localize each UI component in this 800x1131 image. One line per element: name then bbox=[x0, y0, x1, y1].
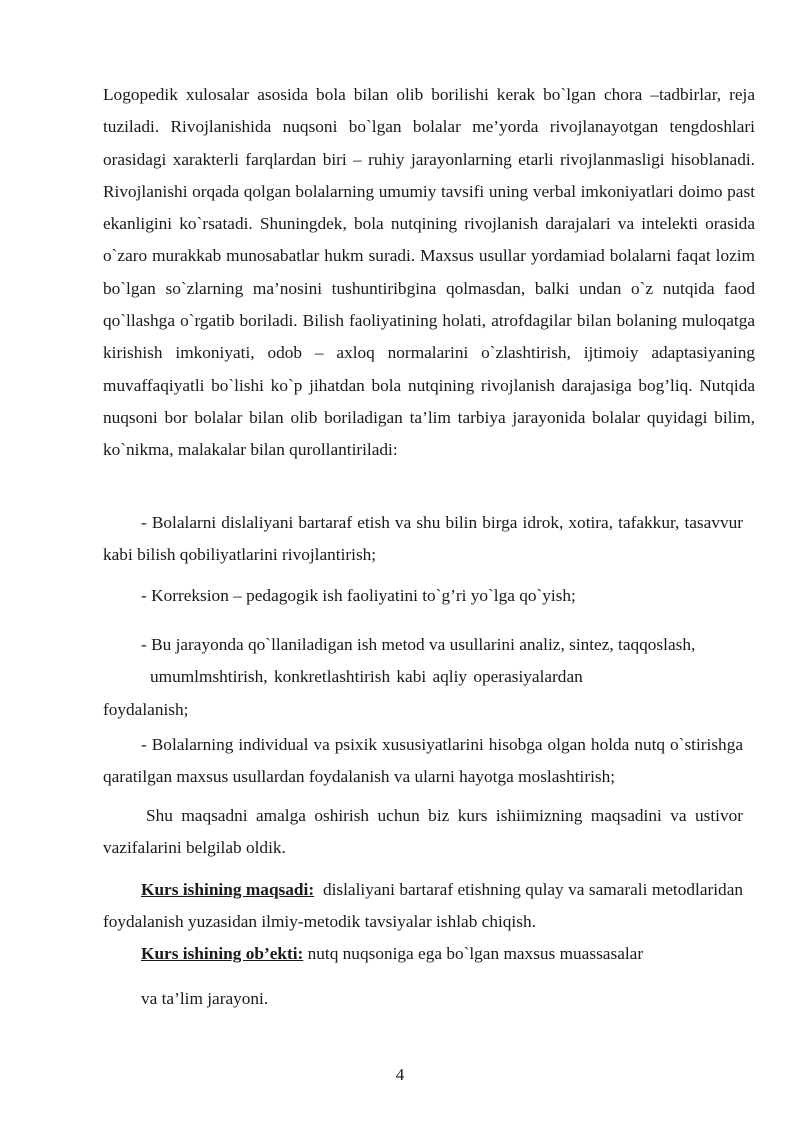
goal-label: Kurs ishining maqsadi: bbox=[141, 880, 315, 899]
purpose-paragraph: Shu maqsadni amalga oshirish uchun biz kurs ishiimizning maqsadini va ustivor vazifalarini belgilab oldik. bbox=[103, 806, 743, 858]
object-paragraph bbox=[141, 938, 643, 970]
bullet-text: Bolalarning individual va psixik xususiyatlarini hisobga olgan holda nutq o`stirishga qaratilgan maxsus usullardan foydalanish va ularni hayotga moslashtirish; bbox=[103, 735, 744, 787]
bullet-dash: - bbox=[141, 513, 147, 532]
goal-text: dislaliyani bartaraf etishning qulay va samarali metodlaridan foydalanish yuzasidan ilmiy-metodik tavsiyalar ishlab chiqish. bbox=[103, 880, 743, 932]
object-label: Kurs ishining ob’ekti: bbox=[141, 944, 304, 963]
goal-paragraph bbox=[103, 874, 743, 939]
bullet-dash: - bbox=[141, 635, 147, 654]
bullet-item-3-line-3: foydalanish; bbox=[103, 700, 189, 719]
bullet-dash: - bbox=[141, 735, 147, 754]
bullet-item-3-line-1 bbox=[141, 629, 695, 661]
object-continuation: va ta’lim jarayoni. bbox=[141, 989, 269, 1008]
object-text: nutq nuqsoniga ega bo`lgan maxsus muassasalar bbox=[307, 944, 644, 963]
bullet-text: Bolalarni dislaliyani bartaraf etish va shu bilin birga idrok, xotira, tafakkur, tasavvur kabi bilish qobiliyatlarini rivojlantirish; bbox=[103, 513, 743, 565]
bullet-item-4 bbox=[103, 729, 743, 794]
bullet-item-2 bbox=[103, 580, 743, 612]
bullet-dash: - bbox=[141, 586, 147, 605]
intro-paragraph: Logopedik xulosalar asosida bola bilan olib borilishi kerak bo`lgan chora –tadbirlar, reja tuziladi. Rivojlanishida nuqsoni bo`lgan bolalar me’yorda rivojlanayotgan tengdoshlari orasidagi xarakterli farqlardan biri – ruhiy jarayonlarning etarli rivojlanmasligi hisoblanadi. Rivojlanishi orqada qolgan bolalarning umumiy tavsifi uning verbal imkoniyatlari doimo past ekanligini ko`rsatadi. Shuningdek, bola nutqining rivojlanish darajalari va intelekti orasida o`zaro murakkab munosabatlar hukm suradi. Maxsus usullar yordamiad bolalarni faqat lozim bo`lgan so`zlarning ma’nosini tushuntiribgina qolmasdan, balki undan o`z nutqida faod qo`llashga o`rgatib boriladi. Bilish faoliyatining holati, atrofdagilar bilan bolaning muloqatga kirishish imkoniyati, odob – axloq normalarini o`zlashtirish, ijtimoiy adaptasiyaning muvaffaqiyatli bo`lishi ko`p jihatdan bola nutqining rivojlanish darajasiga bog’liq. Nutqida nuqsoni bor bolalar bilan olib boriladigan ta’lim tarbiya jarayonida bolalar quyidagi bilim, ko`nikma, malakalar bilan qurollantiriladi: bbox=[103, 85, 755, 460]
bullet-text: Bu jarayonda qo`llaniladigan ish metod va usullarini analiz, sintez, taqqoslash, bbox=[151, 635, 696, 654]
page-number: 4 bbox=[395, 1065, 405, 1084]
bullet-item-3-line-2: umumlmshtirish, konkretlashtirish kabi aqliy operasiyalardan bbox=[150, 667, 583, 686]
bullet-item-1 bbox=[103, 507, 743, 572]
bullet-text: Korreksion – pedagogik ish faoliyatini to`g’ri yo`lga qo`yish; bbox=[151, 586, 576, 605]
